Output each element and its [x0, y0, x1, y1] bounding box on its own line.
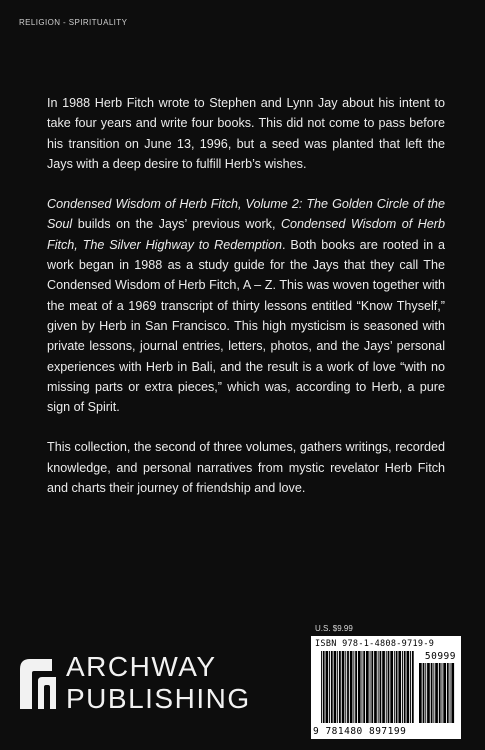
barcode-bar	[370, 651, 371, 723]
publisher-logo	[18, 653, 251, 713]
price-label: U.S. $9.99	[315, 624, 353, 633]
barcode-bar	[398, 651, 401, 723]
barcode-addon-bar	[419, 663, 422, 723]
barcode-bar	[345, 651, 346, 723]
ean-digits: 9 781480 897199	[313, 726, 407, 737]
barcode-bar	[326, 651, 329, 723]
barcode-bar	[366, 651, 369, 723]
barcode-bar	[402, 651, 403, 723]
barcode-addon-bar	[427, 663, 430, 723]
barcode-addon-bar	[451, 663, 454, 723]
paragraph-book-summary	[47, 194, 445, 417]
barcode-bar	[342, 651, 345, 723]
barcode-bar	[410, 651, 411, 723]
summary-text-1: builds on the Jays’ previous work,	[72, 217, 281, 232]
category-label: RELIGION - SPIRITUALITY	[19, 18, 128, 27]
barcode-bar	[374, 651, 377, 723]
barcode-bar	[353, 651, 354, 723]
barcode-bars	[315, 651, 457, 727]
barcode-bar	[378, 651, 379, 723]
back-cover-description	[47, 93, 445, 518]
barcode-bar	[407, 651, 410, 723]
barcode-bar	[339, 651, 341, 723]
barcode-bar	[358, 651, 361, 723]
barcode-addon-bar	[447, 663, 449, 723]
barcode-bar	[337, 651, 338, 723]
publisher-name-line-1: ARCHWAY	[66, 651, 217, 682]
book-title-volume-2: Condensed Wisdom of Herb Fitch, Volume 2: The Golden Circle of the Soul	[47, 197, 445, 232]
barcode-bar	[331, 651, 333, 723]
isbn-barcode-box	[311, 636, 461, 739]
paragraph-intro: In 1988 Herb Fitch wrote to Stephen and Lynn Jay about his intent to take four years and write four books. This did not come to pass before his transition on June 13, 1996, but a seed was planted that left the Jays with a deep desire to fulfill Herb’s wishes.	[47, 96, 445, 171]
barcode-bar	[404, 651, 406, 723]
barcode-addon-bar	[423, 663, 425, 723]
publisher-name-line-2: PUBLISHING	[66, 683, 251, 714]
barcode-bar	[347, 651, 349, 723]
barcode-bar	[386, 651, 387, 723]
barcode-bar	[371, 651, 373, 723]
barcode-bar	[390, 651, 393, 723]
summary-text-2: . Both books are rooted in a work began in 1988 as a study guide for the Jays that they call The Condensed Wisdom of Herb Fitch, A – Z. This was woven together with the meat of a 1969 transcript of thirty lessons entitled “Know Thyself,” given by Herb in San Francisco. This high mysticism is seasoned with private lessons, journal entries, letters, photos, and the Jays’ personal experiences with Herb in Bali, and the result is a work of love “with no missing parts or extra pieces,” which was, according to Herb, a pure sign of Spirit.	[47, 237, 445, 415]
barcode-bar	[394, 651, 395, 723]
isbn-text: ISBN 978-1-4808-9719-9	[315, 639, 435, 649]
barcode-addon-bar	[431, 663, 433, 723]
barcode-bar	[382, 651, 385, 723]
barcode-bar	[412, 651, 414, 723]
barcode-addon-bar	[435, 663, 438, 723]
barcode-bar	[334, 651, 337, 723]
barcode-addon-bar	[433, 663, 434, 723]
book-title-silver-highway: Condensed Wisdom of Herb Fitch, The Silver Highway to Redemption	[47, 217, 445, 252]
barcode-bar	[380, 651, 382, 723]
barcode-bar	[350, 651, 353, 723]
barcode-bar	[388, 651, 390, 723]
barcode-bar	[329, 651, 330, 723]
barcode-bar	[321, 651, 322, 723]
barcode-bar	[362, 651, 363, 723]
barcode-addon-bar	[443, 663, 446, 723]
barcode-addon-bar	[442, 663, 443, 723]
barcode-bar	[323, 651, 325, 723]
barcode-bar	[355, 651, 357, 723]
archway-arch-icon	[18, 657, 58, 709]
addon-digits: 50999	[424, 651, 456, 662]
barcode-addon-bar	[439, 663, 441, 723]
barcode-addon-bar	[450, 663, 451, 723]
paragraph-collection: This collection, the second of three volumes, gathers writings, recorded knowledge, and personal narratives from mystic revelator Herb Fitch and charts their journey of friendship and love.	[47, 440, 445, 496]
barcode-bar	[363, 651, 365, 723]
barcode-bar	[396, 651, 398, 723]
barcode-addon-bar	[425, 663, 426, 723]
